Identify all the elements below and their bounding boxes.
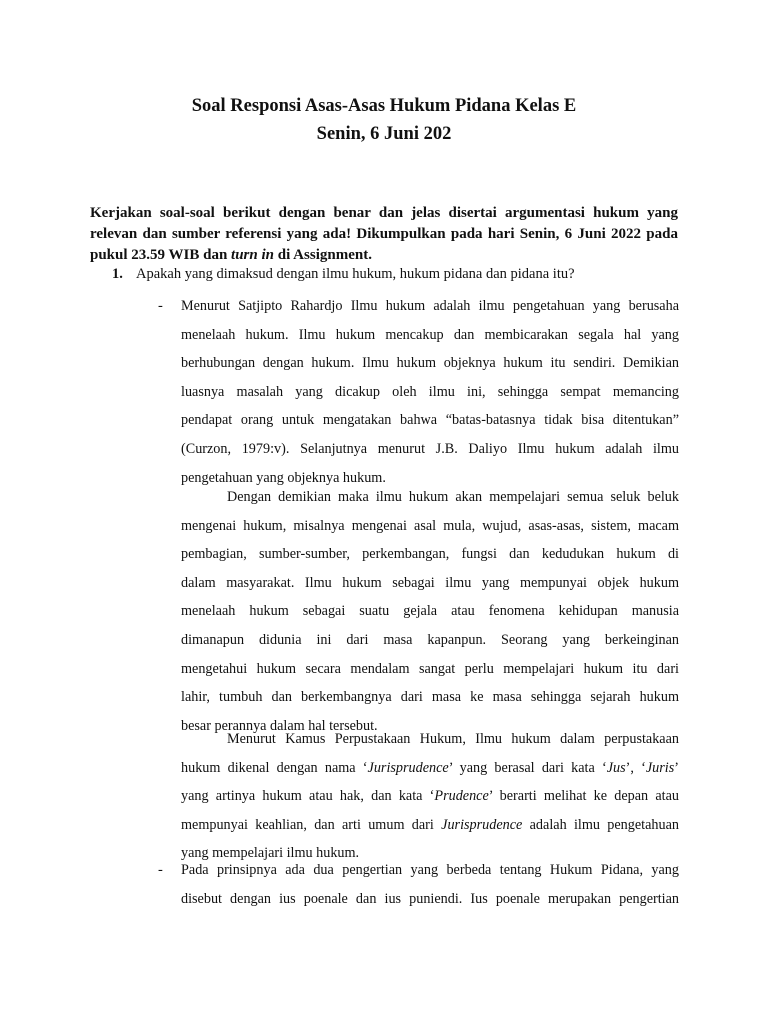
bullet-dash: - (158, 862, 163, 878)
text-line: dalam masyarakat. Ilmu hukum sebagai ilmu yang mempunyai objek hukum (181, 574, 679, 591)
text-line: dimanapun didunia ini dari masa kapanpun. Seorang yang berkeinginan (181, 631, 679, 648)
text-line: yang artinya hukum atau hak, dan kata ‘Prudence’ berarti melihat ke depan atau (181, 788, 679, 805)
text-line: pembagian, sumber-sumber, perkembangan, fungsi dan kedudukan hukum di (181, 546, 679, 563)
text-line: menelaah hukum sebagai suatu gejala atau fenomena kehidupan manusia (181, 603, 679, 620)
text-line: pendapat orang untuk mengatakan bahwa “batas-batasnya tidak bisa ditentukan” (181, 412, 679, 429)
text-line: lahir, tumbuh dan berkembangnya dari masa ke masa sehingga sejarah hukum (181, 689, 679, 706)
text-line: mempunyai keahlian, dan arti umum dari Jurisprudence adalah ilmu pengetahuan (181, 816, 679, 833)
document-title: Soal Responsi Asas-Asas Hukum Pidana Kelas E (191, 96, 577, 116)
text-line: Dengan demikian maka ilmu hukum akan mempelajari semua seluk beluk (227, 489, 679, 505)
bullet-dash: - (158, 298, 163, 314)
question-text: Apakah yang dimaksud dengan ilmu hukum, hukum pidana dan pidana itu? (136, 266, 575, 282)
document-date: Senin, 6 Juni 202 (316, 124, 452, 144)
text-line: yang mempelajari ilmu hukum. (181, 845, 360, 862)
text-line: besar perannya dalam hal tersebut. (181, 717, 378, 734)
text-line: disebut dengan ius poenale dan ius puniendi. Ius poenale merupakan pengertian (181, 890, 679, 907)
text-line: menelaah hukum. Ilmu hukum mencakup dan membicarakan segala hal yang (181, 326, 679, 343)
answer-paragraph-3 (181, 725, 679, 868)
instructions-line: Kerjakan soal-soal berikut dengan benar dan jelas disertai argumentasi hukum yang (90, 205, 678, 221)
text-line: Menurut Satjipto Rahardjo Ilmu hukum adalah ilmu pengetahuan yang berusaha (181, 298, 679, 314)
question-number: 1. (112, 266, 123, 282)
instructions-line: pukul 23.59 WIB dan turn in di Assignment. (90, 247, 372, 263)
text-line: hukum dikenal dengan nama ‘Jurisprudence’ yang berasal dari kata ‘Jus’, ‘Juris’ (181, 759, 679, 776)
text-line: pengetahuan yang objeknya hukum. (181, 469, 386, 486)
text-line: (Curzon, 1979:v). Selanjutnya menurut J.B. Daliyo Ilmu hukum adalah ilmu (181, 440, 679, 457)
answer-paragraph-4 (181, 856, 679, 913)
text-line: berhubungan dengan hukum. Ilmu hukum objeknya hukum itu sendiri. Demikian (181, 355, 679, 372)
text-line: Menurut Kamus Perpustakaan Hukum, Ilmu hukum dalam perpustakaan (227, 731, 679, 747)
question-1 (112, 264, 575, 284)
answer-paragraph-1 (181, 292, 679, 492)
instructions (90, 203, 678, 266)
text-line: mengenai hukum, misalnya mengenai asal mula, wujud, asas-asas, sistem, macam (181, 517, 679, 534)
instructions-line: relevan dan sumber referensi yang ada! Dikumpulkan pada hari Senin, 6 Juni 2022 pada (90, 226, 678, 242)
text-line: luasnya masalah yang dicakup oleh ilmu ini, sehingga sempat memancing (181, 383, 679, 400)
text-line: mengetahui hukum secara mendalam sangat perlu mempelajari hukum itu dari (181, 660, 679, 677)
text-line: Pada prinsipnya ada dua pengertian yang berbeda tentang Hukum Pidana, yang (181, 862, 679, 878)
answer-paragraph-2 (181, 483, 679, 740)
